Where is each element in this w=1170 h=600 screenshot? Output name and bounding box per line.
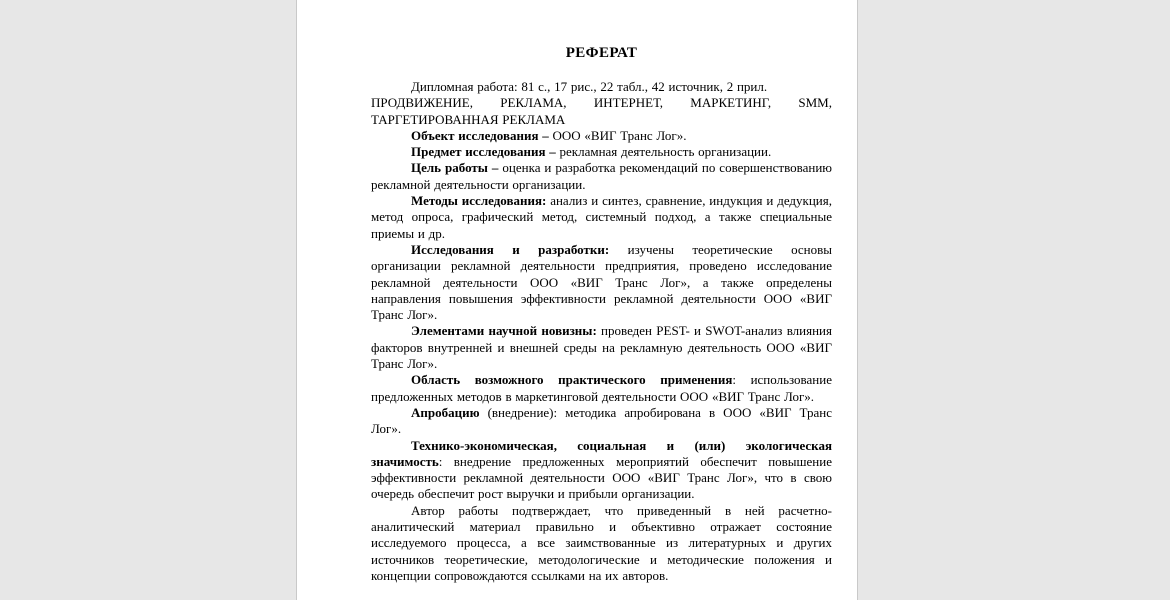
text-run: ООО «ВИГ Транс Лог». — [548, 127, 687, 143]
bold-text-run: Предмет исследования – — [411, 144, 556, 160]
bold-text-run: Технико-экономическая, социальная и (или) экологическая значимость — [371, 437, 832, 469]
bold-text-run: Исследования и разработки: — [411, 241, 610, 257]
bold-text-run: Апробацию — [411, 404, 480, 420]
bold-text-run: Объект исследования – — [411, 127, 549, 143]
document-body — [371, 79, 832, 584]
paragraph — [371, 503, 832, 584]
bold-text-run: Цель работы – — [411, 160, 499, 176]
paragraph — [371, 160, 832, 193]
paragraph — [371, 372, 832, 405]
page-content — [297, 0, 857, 584]
paragraph — [371, 79, 832, 95]
paragraph — [371, 193, 832, 242]
paragraph — [371, 95, 832, 128]
document-page — [296, 0, 858, 600]
paragraph — [371, 128, 832, 144]
text-run: рекламная деятельность организации. — [555, 144, 772, 160]
text-run: : внедрение предложенных мероприятий обеспечит повышение эффективности рекламной деятельности ООО «ВИГ Транс Лог», что в свою очередь обеспечит рост выручки и прибыли организации. — [371, 453, 832, 502]
text-run: : использование предложенных методов в маркетинговой деятельности ООО «ВИГ Транс Лог». — [371, 372, 832, 404]
document-title: РЕФЕРАТ — [565, 45, 638, 61]
text-run: Дипломная работа: 81 с., 17 рис., 22 табл., 42 источник, 2 прил. — [411, 79, 768, 94]
paragraph — [371, 144, 832, 160]
bold-text-run: Методы исследования: — [411, 193, 547, 209]
text-run: изучены теоретические основы организации рекламной деятельности предприятия, проведено исследование рекламной деятельности ООО «ВИГ Транс Лог», а также определены направления повышения эффективности рекламной деятельности ООО «ВИГ Транс Лог». — [371, 241, 833, 323]
paragraph — [371, 405, 832, 438]
paragraph — [371, 242, 832, 323]
bold-text-run: Элементами научной новизны: — [411, 323, 597, 339]
bold-text-run: Область возможного практического применения — [411, 372, 733, 388]
text-run: проведен PEST- и SWOT-анализ влияния факторов внутренней и внешней среды на рекламную деятельность ООО «ВИГ Транс Лог». — [371, 323, 832, 372]
text-run: ПРОДВИЖЕНИЕ, РЕКЛАМА, ИНТЕРНЕТ, МАРКЕТИНГ, SMM, ТАРГЕТИРОВАННАЯ РЕКЛАМА — [371, 95, 832, 127]
text-run: оценка и разработка рекомендаций по совершенствованию рекламной деятельности организации. — [371, 160, 832, 192]
text-run: (внедрение): методика апробирована в ООО «ВИГ Транс Лог». — [371, 404, 832, 437]
paragraph — [371, 323, 832, 372]
text-run: анализ и синтез, сравнение, индукция и дедукция, метод опроса, графический метод, системный подход, а также специальные приемы и др. — [371, 193, 832, 241]
paragraph — [371, 438, 832, 503]
text-run: Автор работы подтверждает, что приведенный в ней расчетно-аналитический материал правильно и объективно отражает состояние исследуемого процесса, а все заимствованные из литературных и других источников теоретические, методологические и методические положения и концепции сопровождаются ссылками на их авторов. — [371, 502, 832, 583]
